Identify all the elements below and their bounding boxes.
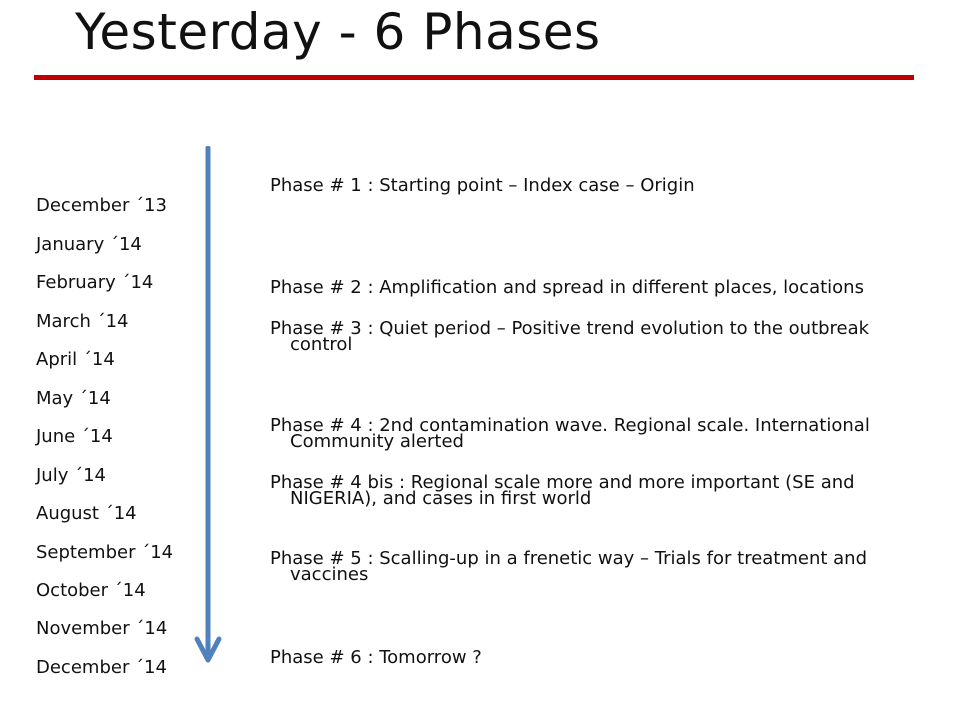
phase-item bbox=[270, 175, 890, 196]
slide-title: Yesterday - 6 Phases bbox=[75, 3, 601, 61]
phase-item bbox=[270, 277, 890, 298]
month-label: March ´14 bbox=[36, 311, 129, 332]
phase-text-continued: Community alerted bbox=[290, 431, 464, 452]
phase-text: Phase # 4 bis : Regional scale more and more important (SE and bbox=[270, 472, 855, 493]
phase-item bbox=[270, 318, 890, 355]
phase-text-continued: vaccines bbox=[290, 564, 369, 585]
month-label: August ´14 bbox=[36, 503, 137, 524]
phase-text: Phase # 6 : Tomorrow ? bbox=[270, 647, 482, 668]
month-label: February ´14 bbox=[36, 272, 154, 293]
phase-text: Phase # 1 : Starting point – Index case – Origin bbox=[270, 175, 695, 196]
phase-text-continued: NIGERIA), and cases in first world bbox=[290, 488, 592, 509]
month-label: April ´14 bbox=[36, 349, 115, 370]
month-label: October ´14 bbox=[36, 580, 146, 601]
phase-text: Phase # 3 : Quiet period – Positive trend evolution to the outbreak bbox=[270, 318, 870, 339]
phase-text: Phase # 4 : 2nd contamination wave. Regional scale. International bbox=[270, 415, 870, 436]
phase-item bbox=[270, 472, 890, 509]
title-divider bbox=[34, 75, 914, 80]
month-label: May ´14 bbox=[36, 388, 111, 409]
phase-item bbox=[270, 415, 890, 452]
month-label: December ´14 bbox=[36, 657, 167, 678]
phase-text: Phase # 2 : Amplification and spread in different places, locations bbox=[270, 277, 864, 298]
phase-item bbox=[270, 548, 890, 585]
phase-item bbox=[270, 647, 890, 668]
month-label: June ´14 bbox=[36, 426, 113, 447]
month-label: November ´14 bbox=[36, 618, 168, 639]
month-label: September ´14 bbox=[36, 542, 174, 563]
timeline-arrow-icon bbox=[190, 146, 226, 666]
month-label: January ´14 bbox=[36, 234, 142, 255]
month-label: December ´13 bbox=[36, 195, 167, 216]
phase-text: Phase # 5 : Scalling-up in a frenetic way – Trials for treatment and bbox=[270, 548, 868, 569]
phase-text-continued: control bbox=[290, 334, 353, 355]
month-label: July ´14 bbox=[36, 465, 106, 486]
